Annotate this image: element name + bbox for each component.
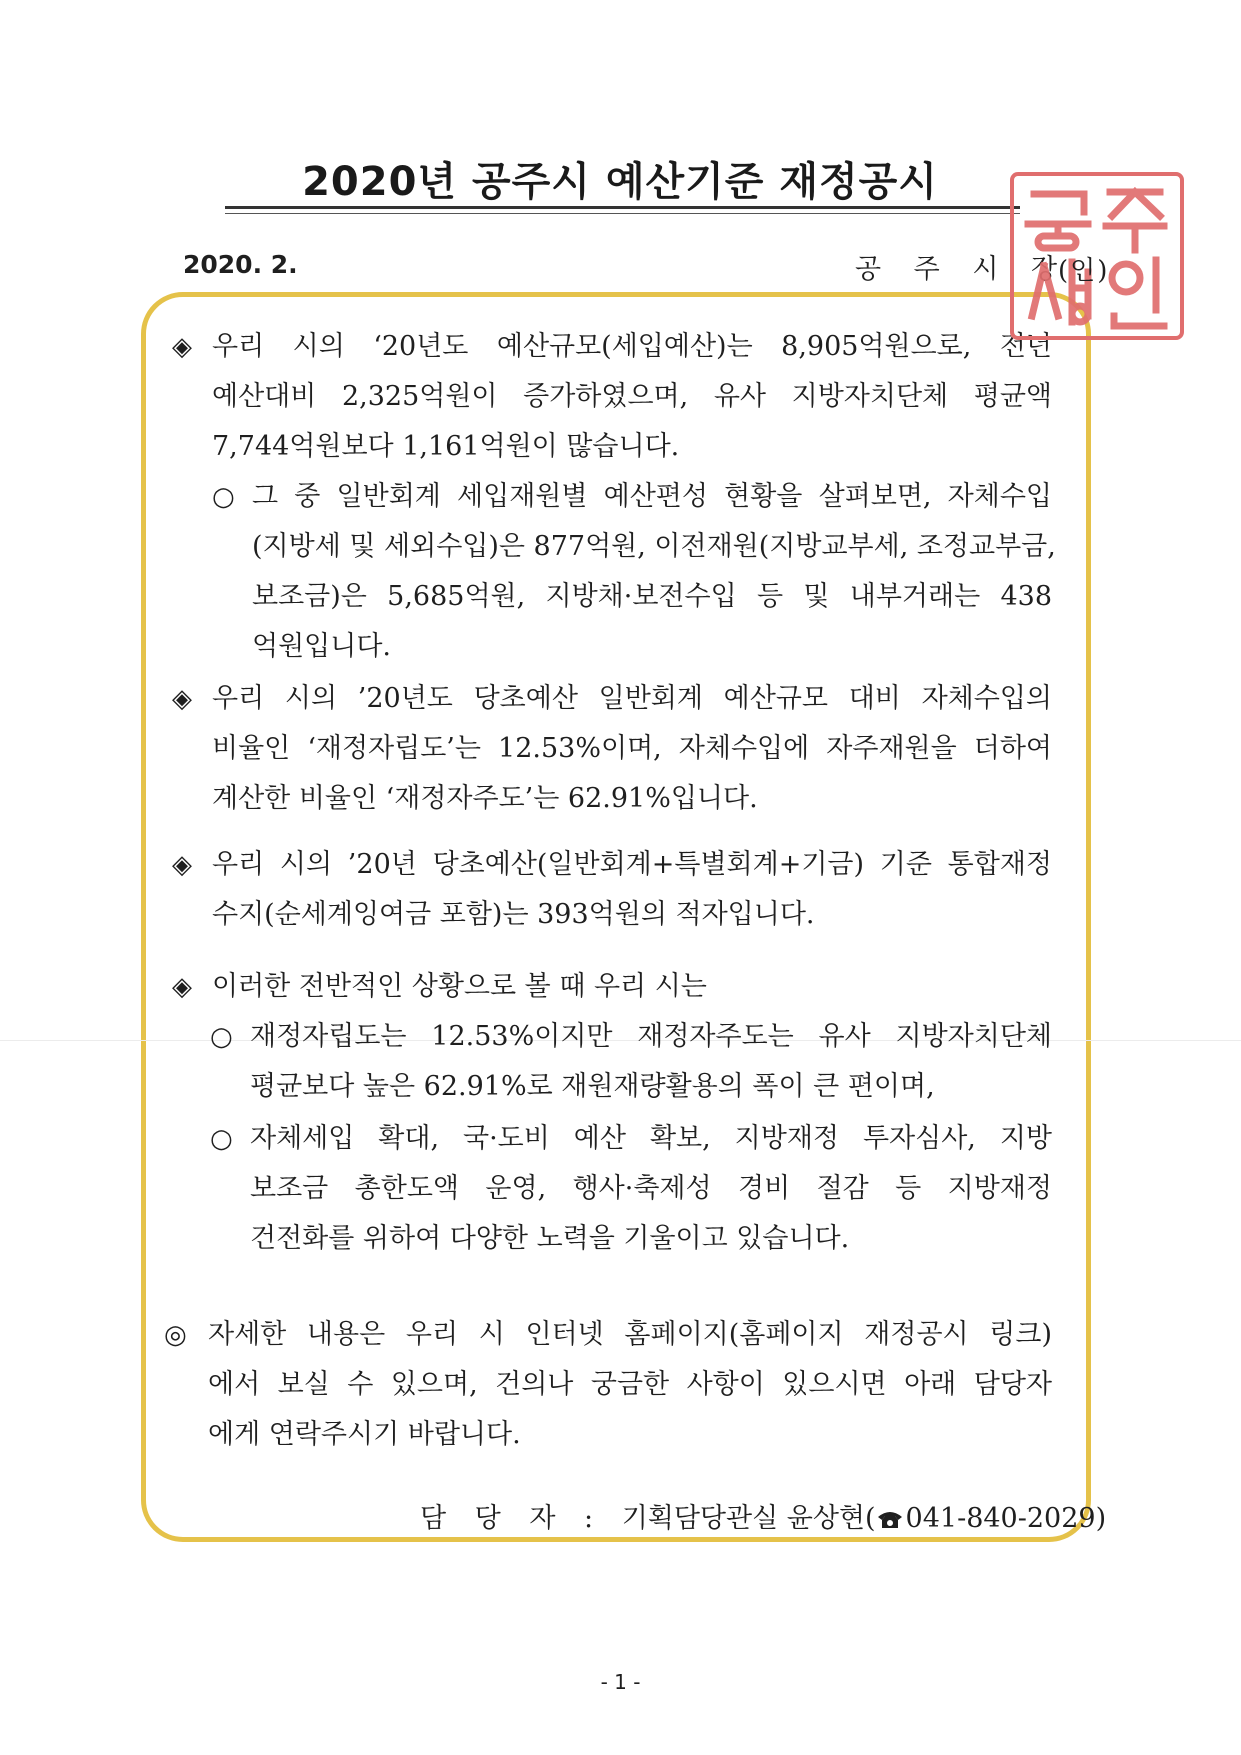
revenue-source-paragraph: [252, 472, 1056, 672]
diamond-bullet-icon: ◈: [172, 684, 192, 714]
fiscal-independence-paragraph: [212, 674, 1052, 824]
text-line: 우리 시의 ‘20년도 예산규모(세입예산)는 8,905억원으로, 전년: [212, 331, 1052, 362]
diamond-bullet-icon: ◈: [172, 850, 192, 880]
contact-phone: 041-840-2029): [905, 1503, 1107, 1534]
phone-icon: [876, 1506, 904, 1537]
text-line: 7,744억원보다 1,161억원이 많습니다.: [212, 431, 680, 462]
budget-scale-paragraph: [212, 322, 1052, 472]
text-line: 예산대비 2,325억원이 증가하였으며, 유사 지방자치단체 평균액: [212, 381, 1052, 412]
text-line: 에서 보실 수 있으며, 건의나 궁금한 사항이 있으시면 아래 담당자: [208, 1369, 1052, 1400]
efforts-paragraph: [250, 1114, 1052, 1264]
page-title: 2020년 공주시 예산기준 재정공시: [302, 159, 938, 205]
issuer-name: 공 주 시 장: [855, 254, 1070, 285]
diamond-bullet-icon: ◈: [172, 972, 192, 1002]
title-underline-thin: [225, 213, 1020, 214]
title-underline: [225, 206, 1020, 209]
text-line: 자체세입 확대, 국·도비 예산 확보, 지방재정 투자심사, 지방: [250, 1123, 1052, 1154]
text-line: 보조금 총한도액 운영, 행사·축제성 경비 절감 등 지방재정: [250, 1173, 1052, 1204]
diamond-bullet-icon: ◈: [172, 332, 192, 362]
fiscal-balance-paragraph: [212, 840, 1052, 940]
text-line: 보조금)은 5,685억원, 지방채·보전수입 등 및 내부거래는 438: [252, 581, 1052, 612]
double-circle-bullet-icon: ◎: [164, 1320, 187, 1350]
document-date: 2020. 2.: [183, 250, 298, 279]
contact-person: 기획담당관실 윤상현(: [621, 1503, 876, 1534]
contact-line: [420, 1496, 1106, 1537]
independence-summary-paragraph: [250, 1012, 1052, 1112]
text-line: 건전화를 위하여 다양한 노력을 기울이고 있습니다.: [250, 1223, 850, 1254]
text-line: 이러한 전반적인 상황으로 볼 때 우리 시는: [212, 971, 707, 1002]
text-line: 에게 연락주시기 바랍니다.: [208, 1419, 521, 1450]
text-line: 비율인 ‘재정자립도’는 12.53%이며, 자체수입에 자주재원을 더하여: [212, 733, 1052, 764]
contact-label: 담 당 자 :: [420, 1503, 622, 1534]
text-line: 재정자립도는 12.53%이지만 재정자주도는 유사 지방자치단체: [250, 1021, 1052, 1052]
summary-intro-paragraph: [212, 962, 1052, 1012]
text-line: 그 중 일반회계 세입재원별 예산편성 현황을 살펴보면, 자체수입: [252, 481, 1052, 512]
text-line: 자세한 내용은 우리 시 인터넷 홈페이지(홈페이지 재정공시 링크): [208, 1319, 1052, 1350]
text-line: 우리 시의 ’20년도 당초예산 일반회계 예산규모 대비 자체수입의: [212, 683, 1052, 714]
more-info-paragraph: [208, 1310, 1052, 1460]
text-line: (지방세 및 세외수입)은 877억원, 이전재원(지방교부세, 조정교부금,: [252, 531, 1056, 562]
text-line: 평균보다 높은 62.91%로 재원재량활용의 폭이 큰 편이며,: [250, 1071, 935, 1102]
text-line: 억원입니다.: [252, 631, 391, 662]
seal-mark: (인): [1058, 256, 1110, 286]
text-line: 계산한 비율인 ‘재정자주도’는 62.91%입니다.: [212, 783, 758, 814]
text-line: 우리 시의 ’20년 당초예산(일반회계+특별회계+기금) 기준 통합재정: [212, 849, 1052, 880]
circle-bullet-icon: ○: [210, 1022, 233, 1052]
page-number: - 1 -: [600, 1670, 641, 1694]
circle-bullet-icon: ○: [210, 1124, 233, 1154]
text-line: 수지(순세계잉여금 포함)는 393억원의 적자입니다.: [212, 899, 815, 930]
circle-bullet-icon: ○: [212, 482, 235, 512]
